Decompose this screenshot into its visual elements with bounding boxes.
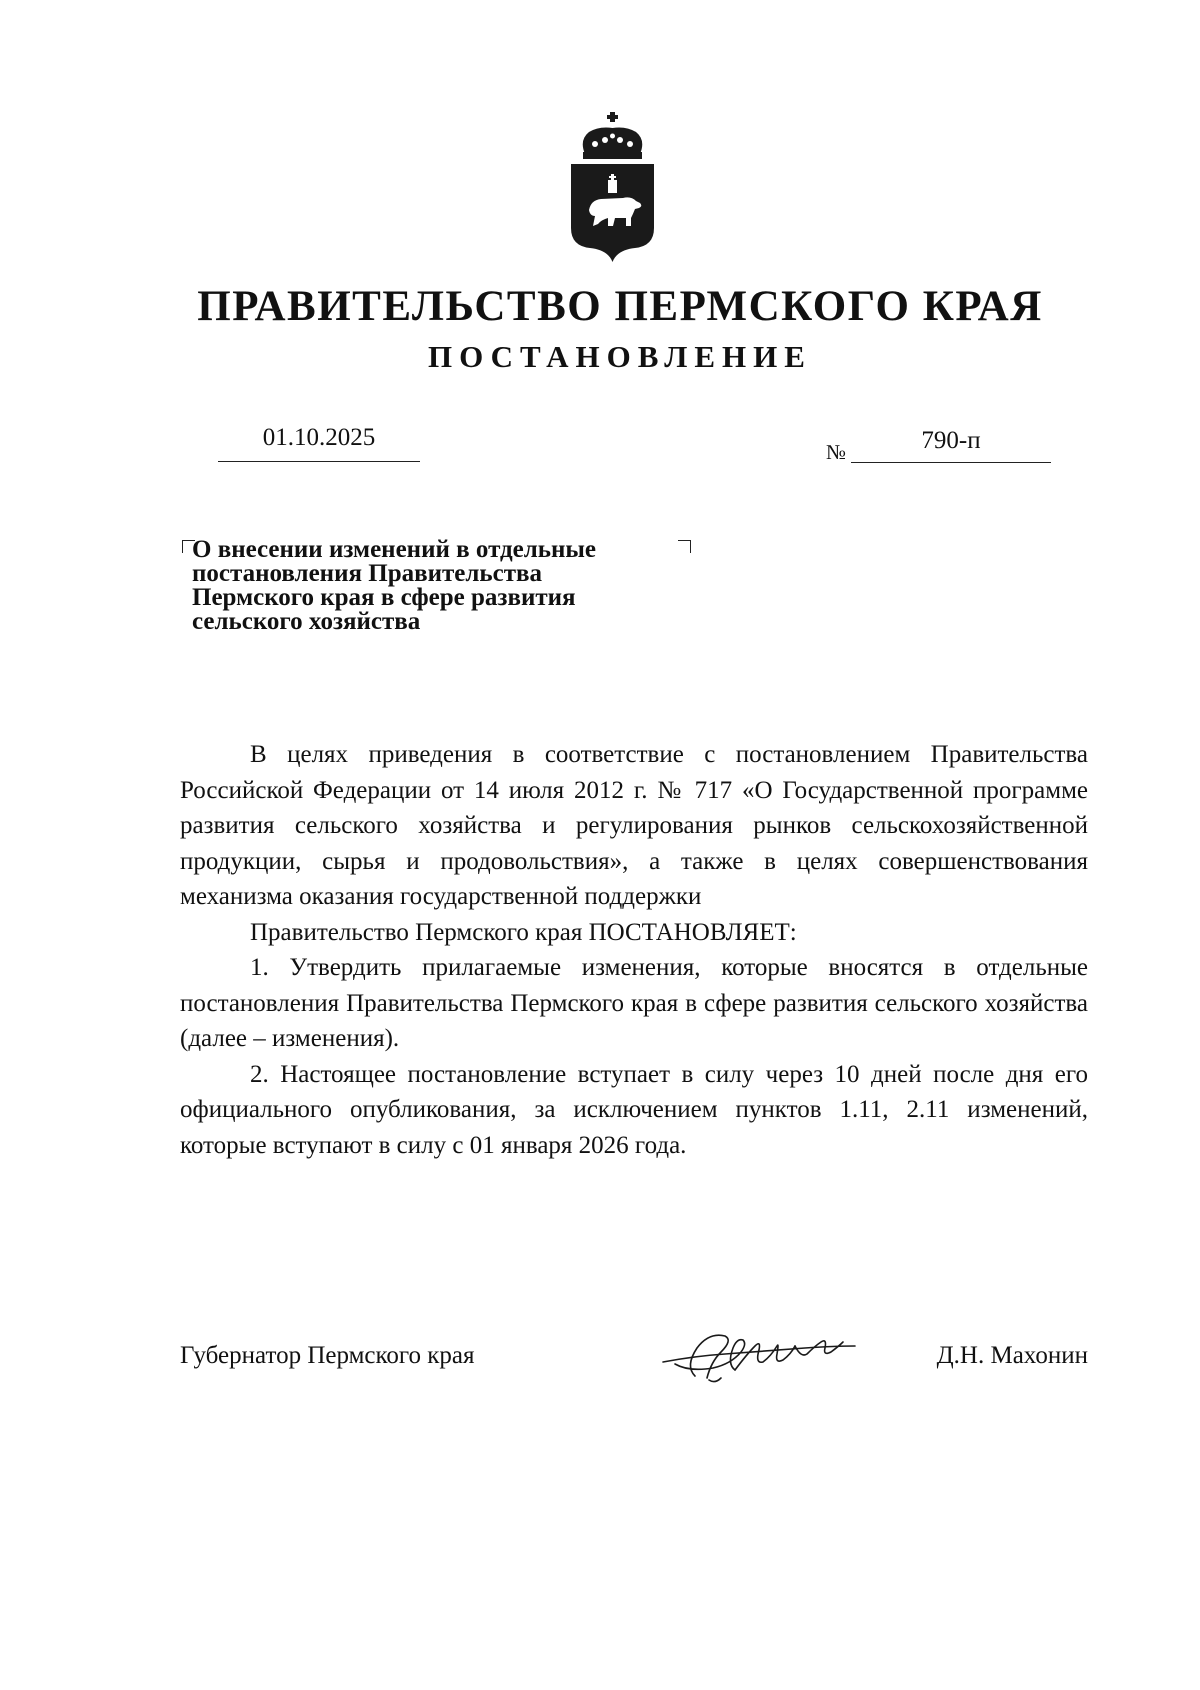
document-date: 01.10.2025 (262, 424, 376, 451)
number-sign: № (826, 440, 847, 464)
title-line: сельского хозяйства (192, 608, 421, 635)
document-body (180, 737, 1088, 1163)
coat-of-arms-icon (565, 110, 660, 265)
body-paragraph-resolves: Правительство Пермского края ПОСТАНОВЛЯЕТ: (250, 918, 797, 946)
organization-name: ПРАВИТЕЛЬСТВО ПЕРМСКОГО КРАЯ (197, 283, 1043, 330)
document-title (192, 538, 692, 634)
title-line: постановления Правительства (192, 560, 542, 587)
body-paragraph-preamble: В целях приведения в соответствие с постановлением Правительства Российской Федерации от 14 июля 2012 г. № 717 «О Государственной программе развития сельского хозяйства и регулирования рынков сельскохозяйственной продукции, сырья и продовольствия», а также в целях совершенствования механизма оказания государственной поддержки (180, 741, 1088, 910)
body-paragraph-item-2: 2. Настоящее постановление вступает в силу через 10 дней после дня его официального опубликования, за исключением пунктов 1.11, 2.11 изменений, которые вступают в силу с 01 января 2026 года. (180, 1060, 1088, 1159)
number-underline (851, 462, 1051, 463)
handwritten-signature (655, 1318, 865, 1390)
signatory-name: Д.Н. Махонин (936, 1342, 1088, 1369)
signatory-role: Губернатор Пермского края (180, 1342, 475, 1369)
body-paragraph-item-1: 1. Утвердить прилагаемые изменения, которые вносятся в отдельные постановления Правительства Пермского края в сфере развития сельского хозяйства (далее – изменения). (180, 954, 1088, 1052)
title-line: О внесении изменений в отдельные (192, 536, 597, 563)
date-underline (218, 461, 420, 462)
document-type: ПОСТАНОВЛЕНИЕ (428, 339, 812, 374)
document-number: 790-п (921, 427, 981, 454)
title-line: Пермского края в сфере развития (192, 584, 576, 611)
